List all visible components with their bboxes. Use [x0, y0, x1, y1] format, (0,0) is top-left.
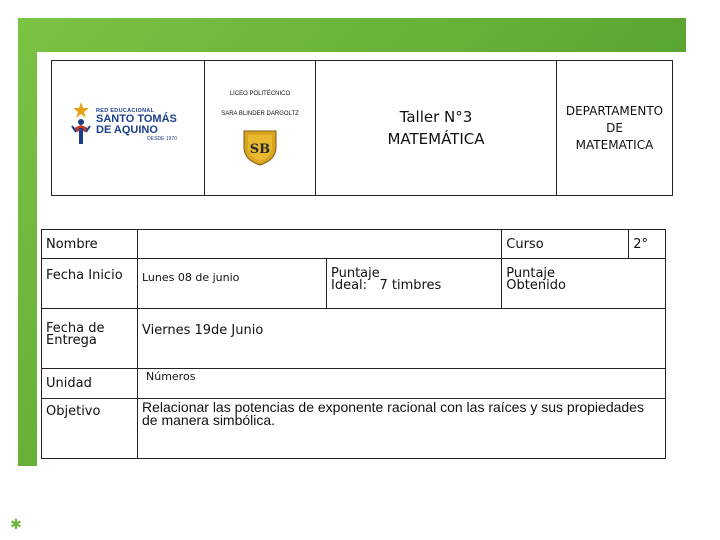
curso-label — [502, 230, 629, 259]
puntaje-obtenido-cell[interactable] — [502, 259, 666, 309]
taller-cell — [316, 61, 557, 196]
puntaje-obtenido-label2: Obtenido — [506, 278, 566, 293]
fecha-inicio-value: Lunes 08 de junio — [142, 271, 240, 284]
unidad-label — [42, 369, 138, 399]
torch-figure-icon — [68, 102, 94, 146]
curso-value: 2° — [633, 236, 649, 252]
header-table — [51, 60, 673, 196]
fecha-entrega-label — [42, 309, 138, 369]
logo-line3: DE AQUINO — [96, 124, 158, 136]
school-subtitle: SARA BLINDER DARGOLTZ — [221, 111, 299, 117]
department-line3: MATEMATICA — [575, 137, 654, 152]
form-table — [41, 229, 666, 459]
school-shield-icon — [240, 127, 280, 167]
puntaje-obtenido-label1: Puntaje — [506, 266, 556, 281]
fecha-entrega-label2: Entrega — [46, 333, 97, 348]
department-line2: DE — [606, 120, 623, 135]
fecha-entrega-value: Viernes 19de Junio — [142, 323, 264, 338]
school-name: LICEO POLITÉCNICO — [229, 91, 291, 97]
fecha-inicio-label — [42, 259, 138, 309]
puntaje-ideal-cell — [327, 259, 502, 309]
fecha-inicio-field[interactable] — [138, 259, 327, 309]
bottom-area — [0, 466, 720, 540]
logo-cell — [52, 61, 205, 196]
curso-field[interactable] — [629, 230, 666, 259]
red-educacional-logo — [68, 98, 188, 158]
unidad-label-text: Unidad — [46, 376, 92, 391]
curso-label-text: Curso — [506, 236, 544, 252]
puntaje-ideal-label1: Puntaje — [331, 266, 380, 281]
right-margin — [686, 0, 720, 540]
objetivo-value: Relacionar las potencias de exponente racional con las raíces y sus propiedades de manera simbólica. — [142, 399, 644, 428]
taller-subject: MATEMÁTICA — [387, 130, 485, 148]
objetivo-field[interactable] — [138, 399, 666, 459]
shield-text: SB — [249, 142, 271, 157]
nombre-label-text: Nombre — [46, 236, 98, 252]
objetivo-label — [42, 399, 138, 459]
fecha-entrega-field[interactable] — [138, 309, 666, 369]
unidad-value: Números — [146, 370, 196, 383]
logo-line1: RED EDUCACIONAL — [96, 108, 155, 114]
unidad-field[interactable] — [138, 369, 666, 399]
fecha-inicio-label-text: Fecha Inicio — [46, 268, 123, 283]
school-cell — [205, 61, 316, 196]
department-cell — [557, 61, 673, 196]
objetivo-label-text: Objetivo — [46, 404, 101, 419]
department-line1: DEPARTAMENTO — [565, 103, 664, 118]
star-bullet-icon: ✱ — [10, 517, 22, 533]
logo-line2: SANTO TOMÁS — [96, 113, 177, 125]
nombre-label — [42, 230, 138, 259]
puntaje-ideal-value: 7 timbres — [379, 278, 442, 293]
logo-line4: DESDE 1970 — [147, 136, 177, 142]
puntaje-ideal-label2: Ideal: — [331, 278, 368, 293]
nombre-field[interactable] — [138, 230, 502, 259]
taller-title: Taller N°3 — [399, 108, 473, 126]
fecha-entrega-label1: Fecha de — [46, 321, 105, 336]
